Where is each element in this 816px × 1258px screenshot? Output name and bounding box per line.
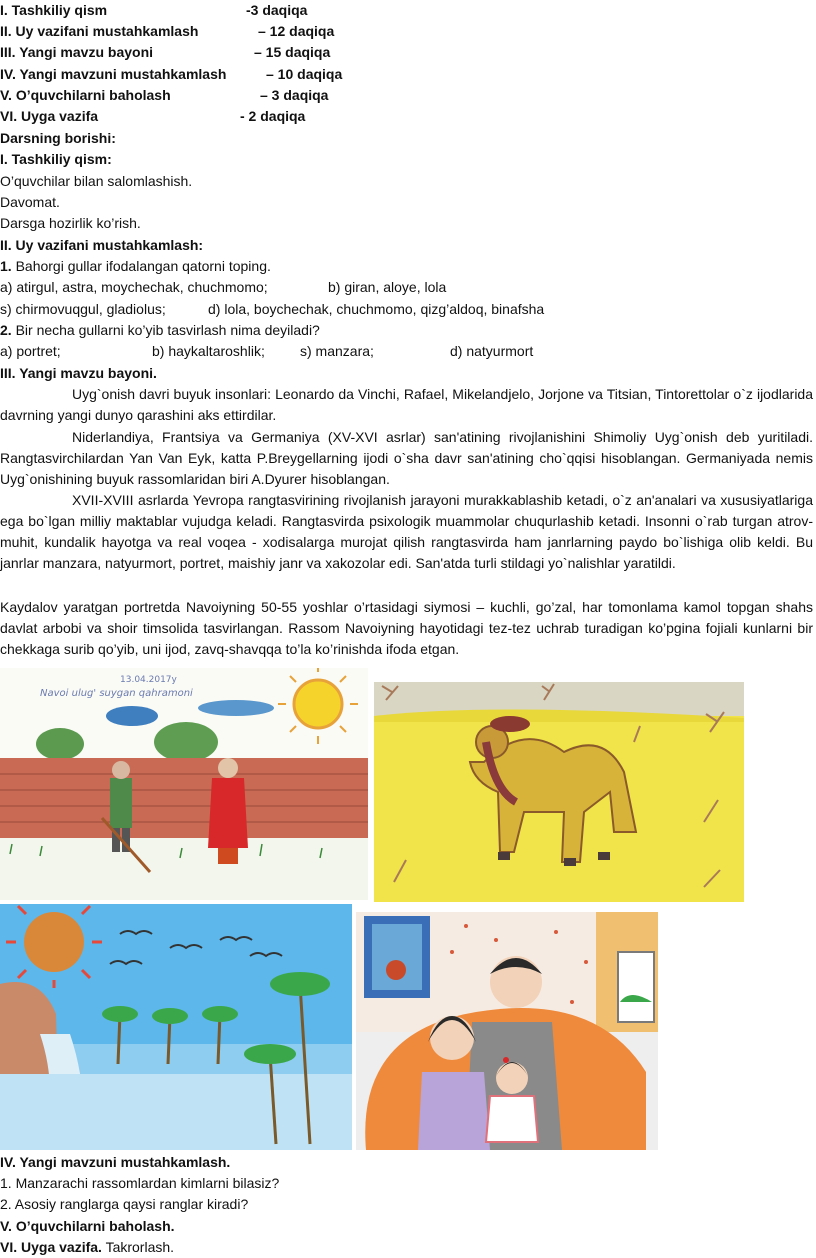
plan-label: VI. Uyga vazifa bbox=[0, 108, 99, 124]
drawing-family-portrait bbox=[356, 912, 658, 1150]
section2-title: II. Uy vazifani mustahkamlash: bbox=[0, 237, 204, 253]
plan-time: - 2 daqiqa bbox=[240, 108, 306, 124]
section3-title: III. Yangi mavzu bayoni. bbox=[0, 365, 157, 381]
section6-title: VI. Uyga vazifa. bbox=[0, 1239, 102, 1255]
question-number: 2. bbox=[0, 322, 12, 338]
drawing-camel bbox=[374, 682, 744, 902]
plan-time: – 15 daqiqa bbox=[254, 44, 331, 60]
paragraph: XVII-XVIII asrlarda Yevropa rangtasvirining rivojlanish jarayoni murakkablashib ketadi, o`z an'analari va xususiyatlariga ega bo`lgan milliy maktablar vujudga keladi. Rangtasvirda psixologik muammolar chuqurlashib ketadi. Insonni o`rab turgan atrov-muhit, kundalik hayotga va real voqea - xodisalarga murojat qilish rangtasvirda ham janrlarning paydo bo`lishiga olib keldi. Bu janrlar manzara, natyurmort, portret, maishiy janr va xakozolar edi. San'atda turli stildagi yo`nalishlar yaratildi. bbox=[0, 492, 813, 571]
plan-row bbox=[0, 21, 816, 42]
section4-line: 1. Manzarachi rassomlardan kimlarni bilasiz? bbox=[0, 1175, 280, 1191]
section1-title: I. Tashkiliy qism: bbox=[0, 151, 112, 167]
section6 bbox=[0, 1237, 174, 1258]
plan-time: – 12 daqiqa bbox=[258, 23, 335, 39]
drawing-date: 13.04.2017y bbox=[120, 675, 177, 685]
section4-line: 2. Asosiy ranglarga qaysi ranglar kiradi? bbox=[0, 1196, 249, 1212]
drawing-caption: Navoi ulug' suygan qahramoni bbox=[40, 688, 193, 699]
plan-label: III. Yangi mavzu bayoni bbox=[0, 44, 154, 60]
question-text: Bahorgi gullar ifodalangan qatorni toping. bbox=[11, 258, 271, 274]
plan-time: -3 daqiqa bbox=[246, 2, 308, 18]
section1-line: Darsga hozirlik ko’rish. bbox=[0, 215, 141, 231]
plan-label: I. Tashkiliy qism bbox=[0, 2, 108, 18]
question-1 bbox=[0, 256, 271, 277]
drawing-palm-landscape bbox=[0, 904, 352, 1150]
section1-line: O’quvchilar bilan salomlashish. bbox=[0, 173, 193, 189]
question-2 bbox=[0, 320, 320, 341]
option-d: d) lola, boychechak, chuchmomo, qizg’aldoq, binafsha bbox=[208, 301, 545, 317]
lesson-heading: Darsning borishi: bbox=[0, 130, 116, 146]
option-d: d) natyurmort bbox=[450, 343, 534, 359]
plan-time: – 3 daqiqa bbox=[260, 87, 329, 103]
question-number: 1. bbox=[0, 258, 12, 274]
plan-row bbox=[0, 64, 816, 85]
plan-row bbox=[0, 85, 816, 106]
option-b: b) haykaltaroshlik; bbox=[152, 343, 265, 359]
section6-text: Takrorlash. bbox=[101, 1239, 175, 1255]
paragraph: Niderlandiya, Frantsiya va Germaniya (XV-XVI asrlar) san'atining rivojlanishini Shimoliy Uyg`onish deb yuritiladi. Rangtasvirchilardan Yan Van Eyk, katta P.Breygellarning ijodi o`sha davr san'atining cho`qqisi hisoblangan. Germaniyada nemis Uyg`onishining buyuk rassomlaridan biri A.Dyurer hisoblangan. bbox=[0, 429, 813, 487]
option-a: a) atirgul, astra, moychechak, chuchmomo; bbox=[0, 279, 268, 295]
plan-label: IV. Yangi mavzuni mustahkamlash bbox=[0, 66, 227, 82]
option-a: a) portret; bbox=[0, 343, 61, 359]
section5-title: V. O’quvchilarni baholash. bbox=[0, 1218, 175, 1234]
paragraph: Uyg`onish davri buyuk insonlari: Leonardo da Vinchi, Rafael, Mikelandjelo, Jorjone va Titsian, Tintorettolar o`z ijodlarida davrning yangi dunyo qarashini aks ettirdilar. bbox=[0, 386, 813, 423]
plan-row bbox=[0, 106, 816, 127]
plan-label: V. O’quvchilarni baholash bbox=[0, 87, 171, 103]
section1-line: Davomat. bbox=[0, 194, 60, 210]
option-b: b) giran, aloye, lola bbox=[328, 279, 447, 295]
option-s: s) chirmovuqgul, gladiolus; bbox=[0, 301, 166, 317]
paragraph: Kaydalov yaratgan portretda Navoiyning 50-55 yoshlar o’rtasidagi siymosi – kuchli, go’zal, har tomonlama kamol topgan shahs davlat arbobi va shoir timsolida tasvirlangan. Rassom Navoiyning hayotidagi tez-tez uchrab turadigan ko’pgina fojiali kunlarni bir chekkaga surib qo’yib, uni ijod, zavq-shavqqa to’la ko’rinishda ifoda etgan. bbox=[0, 599, 813, 657]
section4-title: IV. Yangi mavzuni mustahkamlash. bbox=[0, 1154, 231, 1170]
plan-row bbox=[0, 0, 816, 21]
option-s: s) manzara; bbox=[300, 343, 374, 359]
drawing-brick-wall bbox=[0, 668, 368, 900]
plan-label: II. Uy vazifani mustahkamlash bbox=[0, 23, 199, 39]
plan-row bbox=[0, 42, 816, 63]
question-text: Bir necha gullarni ko’yib tasvirlash nima deyiladi? bbox=[11, 322, 320, 338]
plan-time: – 10 daqiqa bbox=[266, 66, 343, 82]
